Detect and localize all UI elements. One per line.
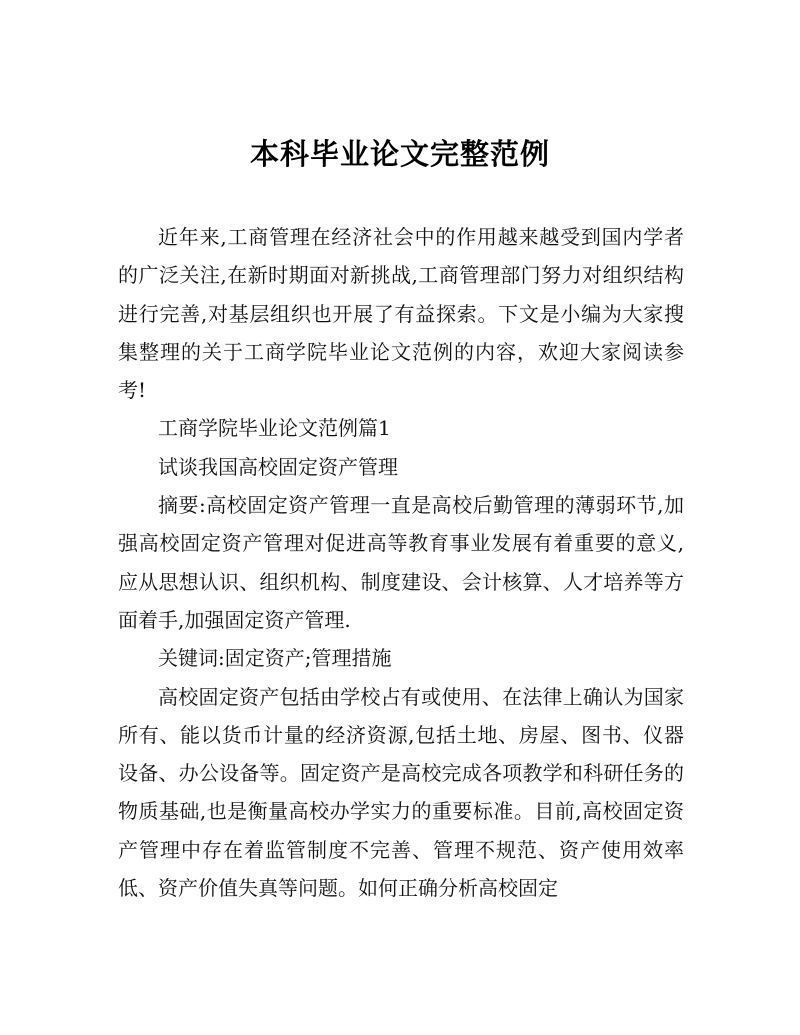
document-body [118,218,684,907]
document-title: 本科毕业论文完整范例 [249,137,550,171]
paper-title: 试谈我国高校固定资产管理 [158,454,398,479]
body-paragraph: 高校固定资产包括由学校占有或使用、在法律上确认为国家所有、能以货币计量的经济资源,包括土地、房屋、图书、仪器设备、办公设备等。固定资产是高校完成各项教学和科研任务的物质基础,也是衡量高校办学实力的重要标准。目前,高校固定资产管理中存在着监管制度不完善、管理不规范、资产使用效率低、资产价值失真等问题。如何正确分析高校固定 [118,684,684,901]
intro-paragraph: 近年来,工商管理在经济社会中的作用越来越受到国内学者的广泛关注,在新时期面对新挑战,工商管理部门努力对组织结构进行完善,对基层组织也开展了有益探索。下文是小编为大家搜集整理的关于工商学院毕业论文范例的内容，欢迎大家阅读参考! [118,225,684,403]
abstract-paragraph: 摘要:高校固定资产管理一直是高校后勤管理的薄弱环节,加强高校固定资产管理对促进高等教育事业发展有着重要的意义,应从思想认识、组织机构、制度建设、会计核算、人才培养等方面着手,加强固定资产管理. [118,493,684,632]
keywords-paragraph: 关键词:固定资产;管理措施 [158,646,392,671]
section-heading: 工商学院毕业论文范例篇1 [158,416,391,441]
